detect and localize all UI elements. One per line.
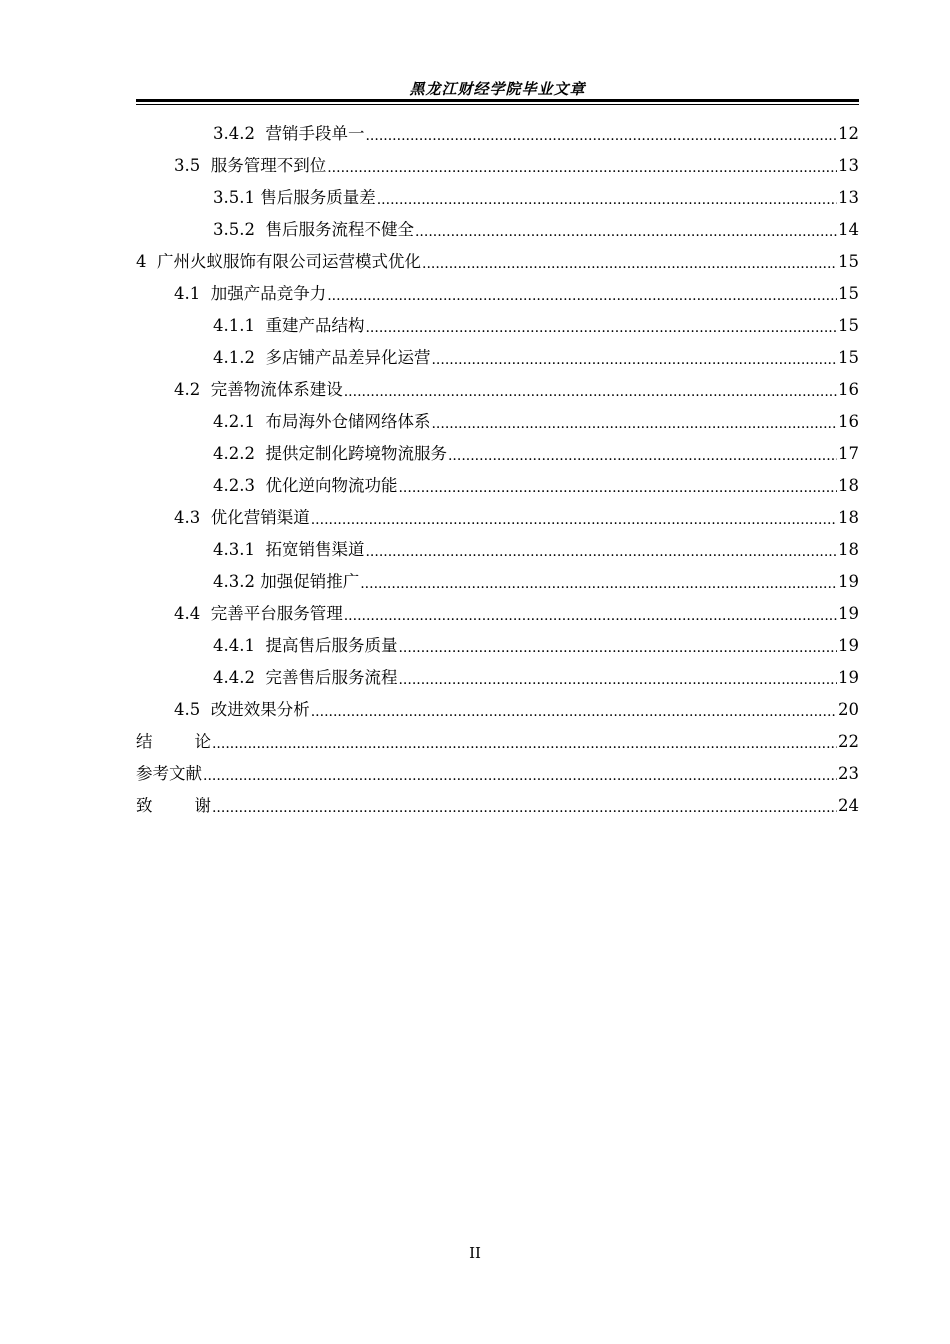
toc-entry[interactable] — [136, 342, 859, 374]
toc-dot-leader — [212, 730, 837, 758]
page-number: II — [469, 1244, 481, 1262]
toc-dot-leader — [431, 410, 837, 438]
toc-dot-leader — [365, 122, 837, 150]
toc-entry-page: 18 — [838, 540, 859, 559]
toc-entry[interactable] — [136, 278, 859, 310]
toc-dot-leader — [398, 666, 837, 694]
toc-entry-title: 3.5 服务管理不到位 — [174, 156, 327, 175]
toc-entry-page: 24 — [838, 796, 859, 815]
toc-entry-title: 致 谢 — [136, 796, 211, 815]
header-rule-thick — [136, 99, 859, 102]
toc-entry-title: 3.5.2 售后服务流程不健全 — [213, 220, 414, 239]
toc-entry[interactable] — [136, 630, 859, 662]
toc-entry[interactable] — [136, 662, 859, 694]
toc-dot-leader — [344, 378, 837, 406]
toc-dot-leader — [311, 506, 837, 534]
toc-entry-page: 14 — [838, 220, 859, 239]
toc-entry[interactable] — [136, 310, 859, 342]
header-rule-thin — [136, 104, 859, 105]
toc-entry[interactable] — [136, 598, 859, 630]
toc-entry-title: 4.3.1 拓宽销售渠道 — [213, 540, 365, 559]
toc-entry-title: 4.4.1 提高售后服务质量 — [213, 636, 398, 655]
toc-entry[interactable] — [136, 470, 859, 502]
toc-entry-page: 13 — [838, 156, 859, 175]
toc-dot-leader — [365, 314, 837, 342]
toc-entry[interactable] — [136, 118, 859, 150]
toc-entry-title: 4.1.2 多店铺产品差异化运营 — [213, 348, 431, 367]
toc-entry-page: 13 — [838, 188, 859, 207]
toc-dot-leader — [422, 250, 837, 278]
toc-entry-page: 19 — [838, 604, 859, 623]
toc-entry[interactable] — [136, 502, 859, 534]
toc-dot-leader — [398, 474, 837, 502]
toc-entry-title: 4.1 加强产品竞争力 — [174, 284, 327, 303]
toc-dot-leader — [327, 282, 837, 310]
toc-entry-page: 16 — [838, 412, 859, 431]
toc-entry-page: 15 — [838, 252, 859, 271]
toc-dot-leader — [360, 570, 837, 598]
toc-dot-leader — [212, 794, 837, 822]
toc-dot-leader — [448, 442, 837, 470]
toc-entry-title: 4.2.3 优化逆向物流功能 — [213, 476, 398, 495]
table-of-contents — [136, 118, 859, 822]
toc-dot-leader — [431, 346, 837, 374]
toc-entry[interactable] — [136, 214, 859, 246]
toc-entry[interactable] — [136, 374, 859, 406]
toc-entry-title: 4.4.2 完善售后服务流程 — [213, 668, 398, 687]
toc-entry-page: 16 — [838, 380, 859, 399]
toc-entry-title: 4.2.1 布局海外仓储网络体系 — [213, 412, 431, 431]
toc-entry-page: 15 — [838, 348, 859, 367]
toc-dot-leader — [398, 634, 837, 662]
toc-entry-title: 4.2 完善物流体系建设 — [174, 380, 343, 399]
toc-entry-title: 4.5 改进效果分析 — [174, 700, 310, 719]
toc-entry[interactable] — [136, 758, 859, 790]
toc-entry-page: 15 — [838, 284, 859, 303]
toc-entry[interactable] — [136, 246, 859, 278]
toc-entry[interactable] — [136, 566, 859, 598]
toc-entry[interactable] — [136, 534, 859, 566]
toc-dot-leader — [203, 762, 837, 790]
toc-entry-title: 3.5.1 售后服务质量差 — [213, 188, 376, 207]
page-header-title: 黑龙江财经学院毕业文章 — [409, 80, 586, 98]
toc-entry-title: 4.3 优化营销渠道 — [174, 508, 310, 527]
toc-entry-title: 4.2.2 提供定制化跨境物流服务 — [213, 444, 447, 463]
toc-entry[interactable] — [136, 438, 859, 470]
toc-entry-page: 17 — [838, 444, 859, 463]
toc-entry-page: 15 — [838, 316, 859, 335]
toc-entry-page: 18 — [838, 508, 859, 527]
toc-entry-page: 12 — [838, 124, 859, 143]
toc-entry-page: 19 — [838, 668, 859, 687]
toc-entry-page: 22 — [838, 732, 859, 751]
toc-entry-page: 19 — [838, 572, 859, 591]
toc-entry-page: 18 — [838, 476, 859, 495]
toc-dot-leader — [327, 154, 837, 182]
toc-entry-title: 4.4 完善平台服务管理 — [174, 604, 343, 623]
toc-dot-leader — [415, 218, 837, 246]
toc-entry[interactable] — [136, 694, 859, 726]
toc-entry-page: 20 — [838, 700, 859, 719]
toc-entry[interactable] — [136, 150, 859, 182]
toc-entry[interactable] — [136, 790, 859, 822]
toc-entry[interactable] — [136, 726, 859, 758]
toc-dot-leader — [377, 186, 837, 214]
toc-entry-title: 4 广州火蚁服饰有限公司运营模式优化 — [136, 252, 421, 271]
toc-entry-title: 4.1.1 重建产品结构 — [213, 316, 365, 335]
toc-dot-leader — [344, 602, 837, 630]
toc-dot-leader — [311, 698, 837, 726]
toc-entry-page: 19 — [838, 636, 859, 655]
toc-entry-page: 23 — [838, 764, 859, 783]
toc-entry[interactable] — [136, 406, 859, 438]
toc-entry-title: 3.4.2 营销手段单一 — [213, 124, 365, 143]
toc-entry-title: 结 论 — [136, 732, 211, 751]
toc-entry-title: 参考文献 — [136, 764, 202, 783]
toc-entry-title: 4.3.2 加强促销推广 — [213, 572, 360, 591]
toc-dot-leader — [365, 538, 837, 566]
toc-entry[interactable] — [136, 182, 859, 214]
